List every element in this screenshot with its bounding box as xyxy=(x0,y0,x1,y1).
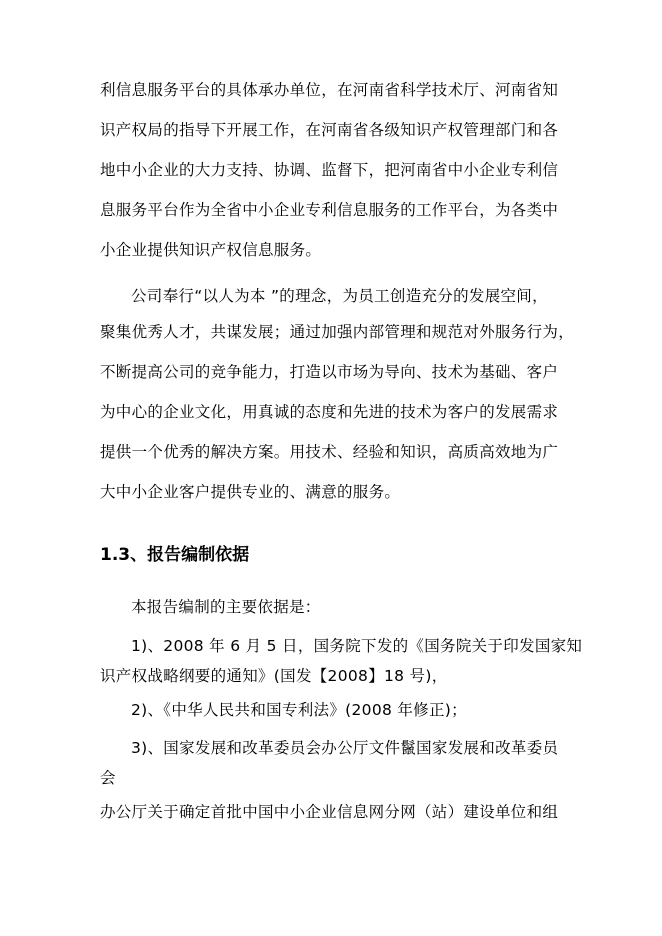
basis-item-line: 识产权战略纲要的通知》(国发【2008】18 号)， xyxy=(100,667,448,685)
basis-item-line: 办公厅关于确定首批中国中小企业信息网分网（站）建设单位和组 xyxy=(100,803,559,821)
basis-item-line: 会 xyxy=(100,769,116,787)
basis-item-line: 2)、《中华人民共和国专利法》(2008 年修正)； xyxy=(131,701,467,719)
paragraph-line: 息服务平台作为全省中小企业专利信息服务的工作平台，为各类中 xyxy=(100,201,559,219)
section-heading: 1.3、报告编制依据 xyxy=(100,545,250,565)
paragraph-line: 小企业提供知识产权信息服务。 xyxy=(100,241,322,259)
paragraph-line: 为中心的企业文化，用真诚的态度和先进的技术为客户的发展需求 xyxy=(100,403,559,421)
basis-intro: 本报告编制的主要依据是： xyxy=(131,598,321,616)
basis-item-line: 1)、2008 年 6 月 5 日，国务院下发的《国务院关于印发国家知 xyxy=(131,637,583,655)
paragraph-line: 不断提高公司的竞争能力，打造以市场为导向、技术为基础、客户 xyxy=(100,363,559,381)
basis-item-line: 3)、国家发展和改革委员会办公厅文件鬣国家发展和改革委员 xyxy=(131,739,559,757)
paragraph-line: 大中小企业客户提供专业的、满意的服务。 xyxy=(100,483,401,501)
paragraph-line: 公司奉行“以人为本 ”的理念，为员工创造充分的发展空间， xyxy=(131,287,548,305)
paragraph-line: 识产权局的指导下开展工作，在河南省各级知识产权管理部门和各 xyxy=(100,121,559,139)
paragraph-line: 利信息服务平台的具体承办单位，在河南省科学技术厅、河南省知 xyxy=(100,81,559,99)
paragraph-line: 地中小企业的大力支持、协调、监督下，把河南省中小企业专利信 xyxy=(100,161,559,179)
paragraph-line: 提供一个优秀的解决方案。用技术、经验和知识，高质高效地为广 xyxy=(100,443,559,461)
paragraph-line: 聚集优秀人才，共谋发展；通过加强内部管理和规范对外服务行为， xyxy=(100,323,575,341)
